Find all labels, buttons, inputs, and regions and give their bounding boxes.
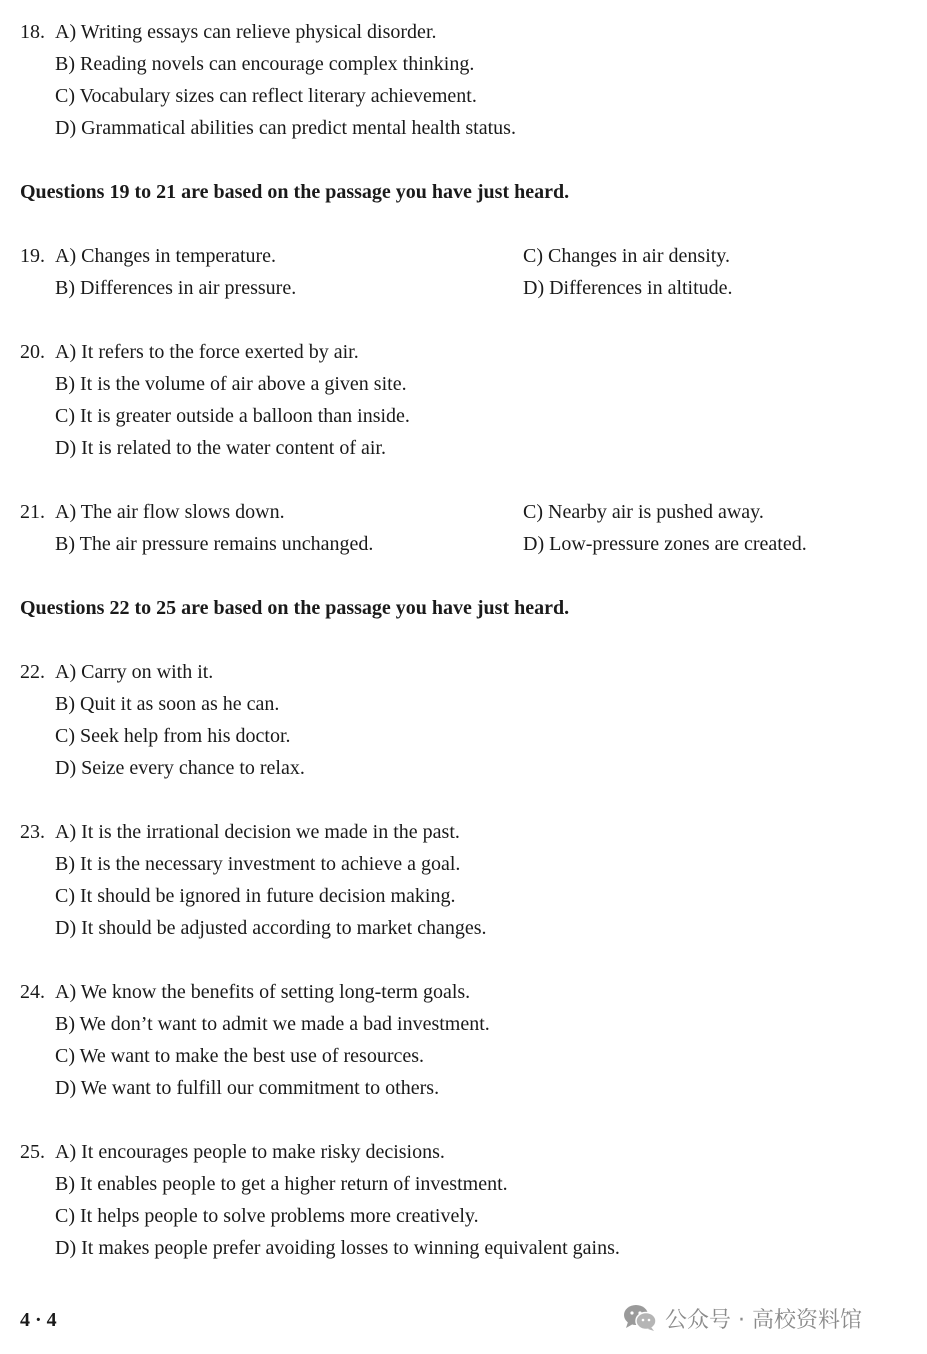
question-23-option-a: A) It is the irrational decision we made in the past. [55, 821, 460, 843]
question-20-option-c: C) It is greater outside a balloon than inside. [55, 405, 410, 427]
watermark-text: 公众号 · 高校资料馆 [665, 1307, 862, 1333]
question-19-number: 19. [20, 245, 45, 267]
question-18-number: 18. [20, 21, 45, 43]
question-19-option-b: B) Differences in air pressure. [55, 277, 297, 299]
question-25-option-b: B) It enables people to get a higher return of investment. [55, 1173, 508, 1195]
question-19-option-d: D) Differences in altitude. [523, 277, 733, 299]
watermark [623, 1303, 862, 1333]
question-23-option-c: C) It should be ignored in future decision making. [55, 885, 456, 907]
question-22-option-d: D) Seize every chance to relax. [55, 757, 305, 779]
question-25-option-a: A) It encourages people to make risky decisions. [55, 1141, 445, 1163]
question-22-number: 22. [20, 661, 45, 683]
question-24-option-d: D) We want to fulfill our commitment to others. [55, 1077, 440, 1099]
question-20-number: 20. [20, 341, 45, 363]
question-25-number: 25. [20, 1141, 45, 1163]
question-19-option-a: A) Changes in temperature. [55, 245, 277, 267]
question-25-option-c: C) It helps people to solve problems more creatively. [55, 1205, 479, 1227]
question-23-number: 23. [20, 821, 45, 843]
question-21-option-b: B) The air pressure remains unchanged. [55, 533, 374, 555]
question-20-option-b: B) It is the volume of air above a given site. [55, 373, 407, 395]
question-21-option-d: D) Low-pressure zones are created. [523, 533, 807, 555]
page-number: 4 · 4 [20, 1309, 57, 1331]
question-25-option-d: D) It makes people prefer avoiding losses to winning equivalent gains. [55, 1237, 620, 1259]
question-21-option-a: A) The air flow slows down. [55, 501, 285, 523]
question-23-option-d: D) It should be adjusted according to market changes. [55, 917, 487, 939]
question-21-option-c: C) Nearby air is pushed away. [523, 501, 764, 523]
question-24-option-b: B) We don’t want to admit we made a bad investment. [55, 1013, 490, 1035]
section-header-19-21: Questions 19 to 21 are based on the passage you have just heard. [20, 181, 570, 203]
question-24-number: 24. [20, 981, 45, 1003]
question-23-option-b: B) It is the necessary investment to achieve a goal. [55, 853, 461, 875]
question-18-option-c: C) Vocabulary sizes can reflect literary achievement. [55, 85, 477, 107]
question-18-option-d: D) Grammatical abilities can predict mental health status. [55, 117, 516, 139]
question-19-option-c: C) Changes in air density. [523, 245, 731, 267]
question-24-option-a: A) We know the benefits of setting long-term goals. [55, 981, 471, 1003]
question-22-option-c: C) Seek help from his doctor. [55, 725, 291, 747]
question-22-option-a: A) Carry on with it. [55, 661, 214, 683]
question-21-number: 21. [20, 501, 45, 523]
question-22-option-b: B) Quit it as soon as he can. [55, 693, 280, 715]
wechat-icon [623, 1304, 657, 1332]
section-header-22-25: Questions 22 to 25 are based on the passage you have just heard. [20, 597, 570, 619]
question-20-option-a: A) It refers to the force exerted by air. [55, 341, 359, 363]
question-24-option-c: C) We want to make the best use of resources. [55, 1045, 425, 1067]
question-20-option-d: D) It is related to the water content of air. [55, 437, 386, 459]
question-18-option-b: B) Reading novels can encourage complex thinking. [55, 53, 475, 75]
question-18-option-a: A) Writing essays can relieve physical disorder. [55, 21, 437, 43]
